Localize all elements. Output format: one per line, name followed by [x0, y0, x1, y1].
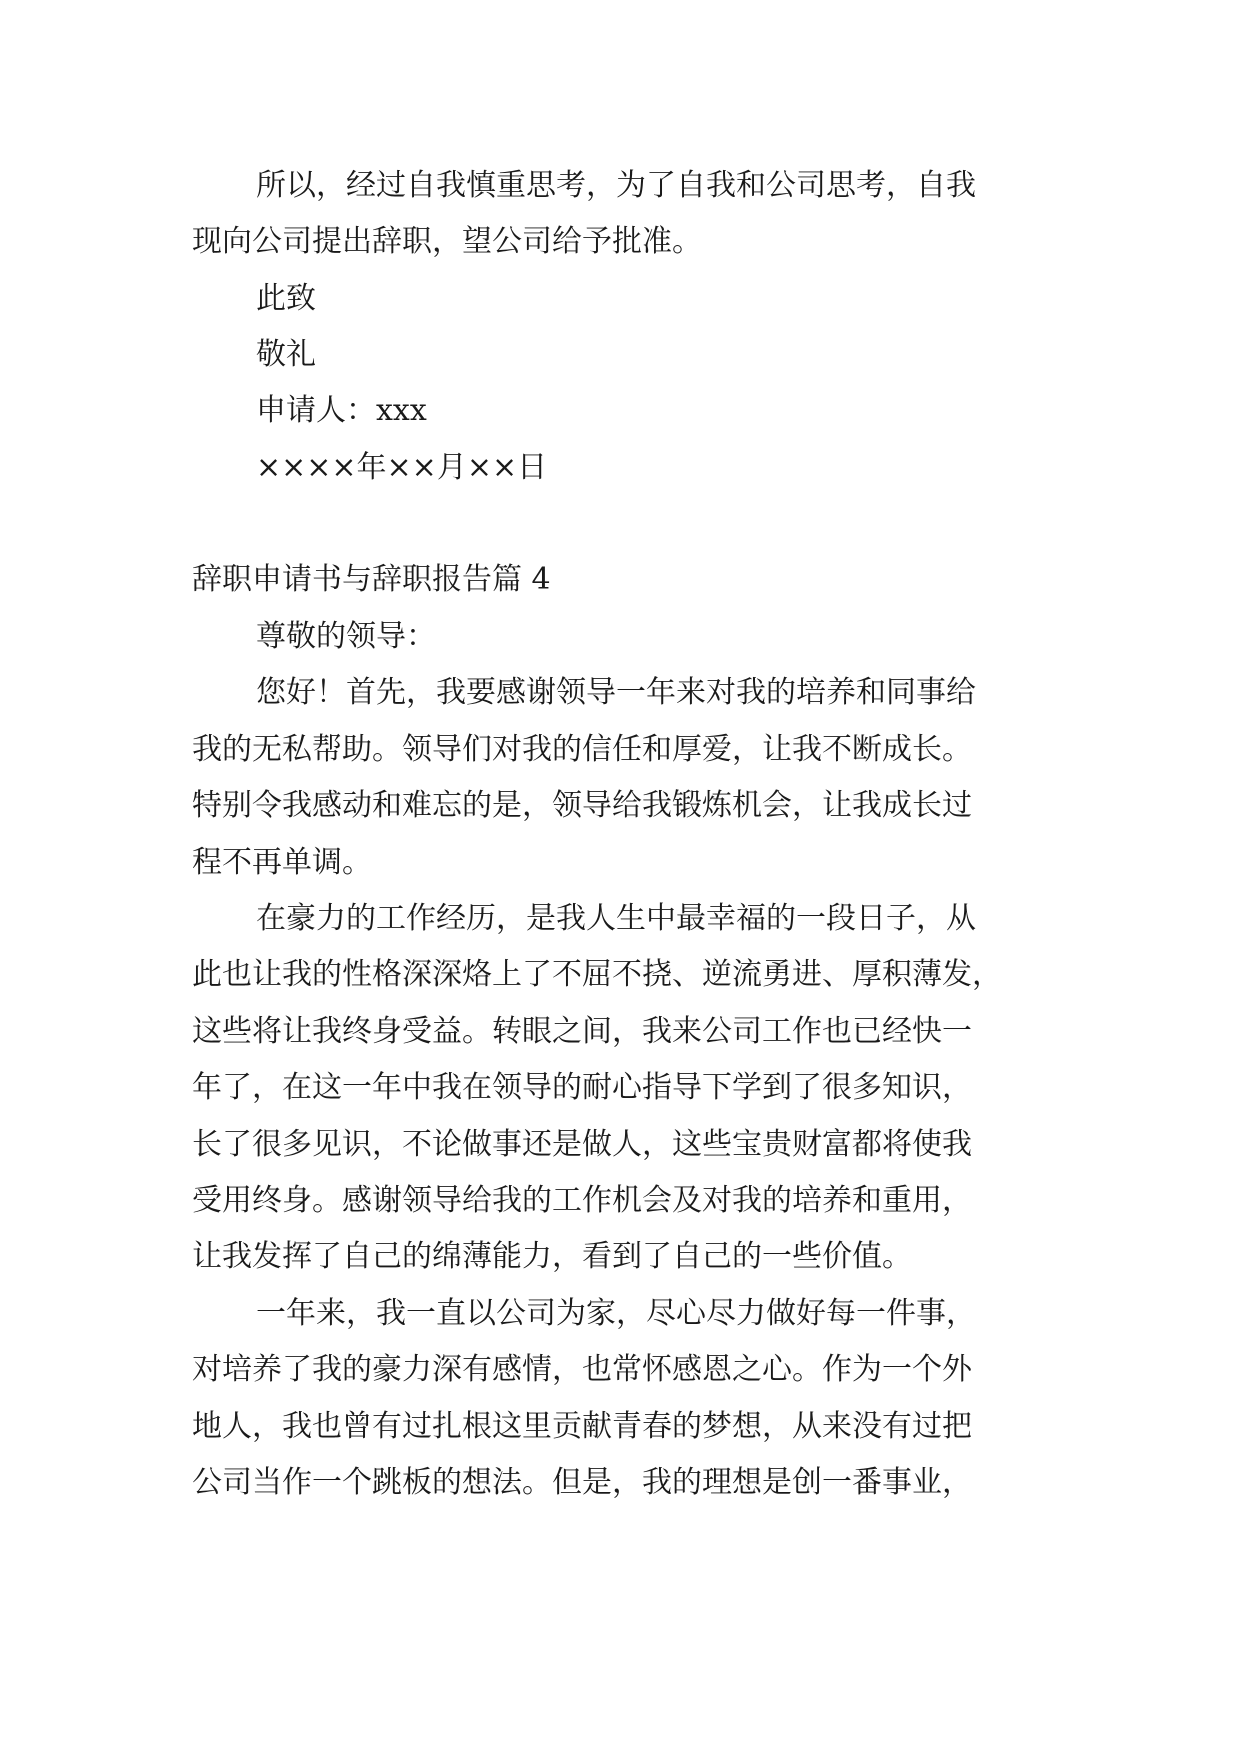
paragraph-line: 让我发挥了自己的绵薄能力，看到了自己的一些价值。 — [192, 1239, 912, 1274]
paragraph-line: 年了，在这一年中我在领导的耐心指导下学到了很多知识， — [192, 1070, 972, 1105]
paragraph-line: 地人，我也曾有过扎根这里贡献青春的梦想，从来没有过把 — [192, 1409, 972, 1444]
date-line: ××××年××月××日 — [256, 450, 548, 485]
paragraph-line: 一年来，我一直以公司为家，尽心尽力做好每一件事， — [256, 1296, 976, 1331]
closing-salute: 敬礼 — [256, 337, 316, 372]
section-title: 辞职申请书与辞职报告篇 4 — [192, 562, 551, 597]
paragraph-line: 特别令我感动和难忘的是，领导给我锻炼机会，让我成长过 — [192, 788, 972, 823]
applicant-line: 申请人：xxx — [256, 393, 427, 428]
paragraph-line: 程不再单调。 — [192, 845, 372, 880]
paragraph-line: 受用终身。感谢领导给我的工作机会及对我的培养和重用， — [192, 1183, 972, 1218]
paragraph-line: 所以，经过自我慎重思考，为了自我和公司思考，自我 — [256, 168, 976, 203]
paragraph-line: 对培养了我的豪力深有感情，也常怀感恩之心。作为一个外 — [192, 1352, 972, 1387]
paragraph-line: 这些将让我终身受益。转眼之间，我来公司工作也已经快一 — [192, 1014, 972, 1049]
paragraph-line: 现向公司提出辞职，望公司给予批准。 — [192, 224, 702, 259]
paragraph-line: 在豪力的工作经历，是我人生中最幸福的一段日子，从 — [256, 901, 976, 936]
paragraph-line: 公司当作一个跳板的想法。但是，我的理想是创一番事业， — [192, 1465, 972, 1500]
paragraph-line: 您好！首先，我要感谢领导一年来对我的培养和同事给 — [256, 675, 976, 710]
paragraph-line: 我的无私帮助。领导们对我的信任和厚爱，让我不断成长。 — [192, 732, 972, 767]
closing-phrase: 此致 — [256, 281, 316, 316]
salutation: 尊敬的领导： — [256, 619, 436, 654]
paragraph-line: 长了很多见识，不论做事还是做人，这些宝贵财富都将使我 — [192, 1127, 972, 1162]
paragraph-line: 此也让我的性格深深烙上了不屈不挠、逆流勇进、厚积薄发， — [192, 957, 1002, 992]
